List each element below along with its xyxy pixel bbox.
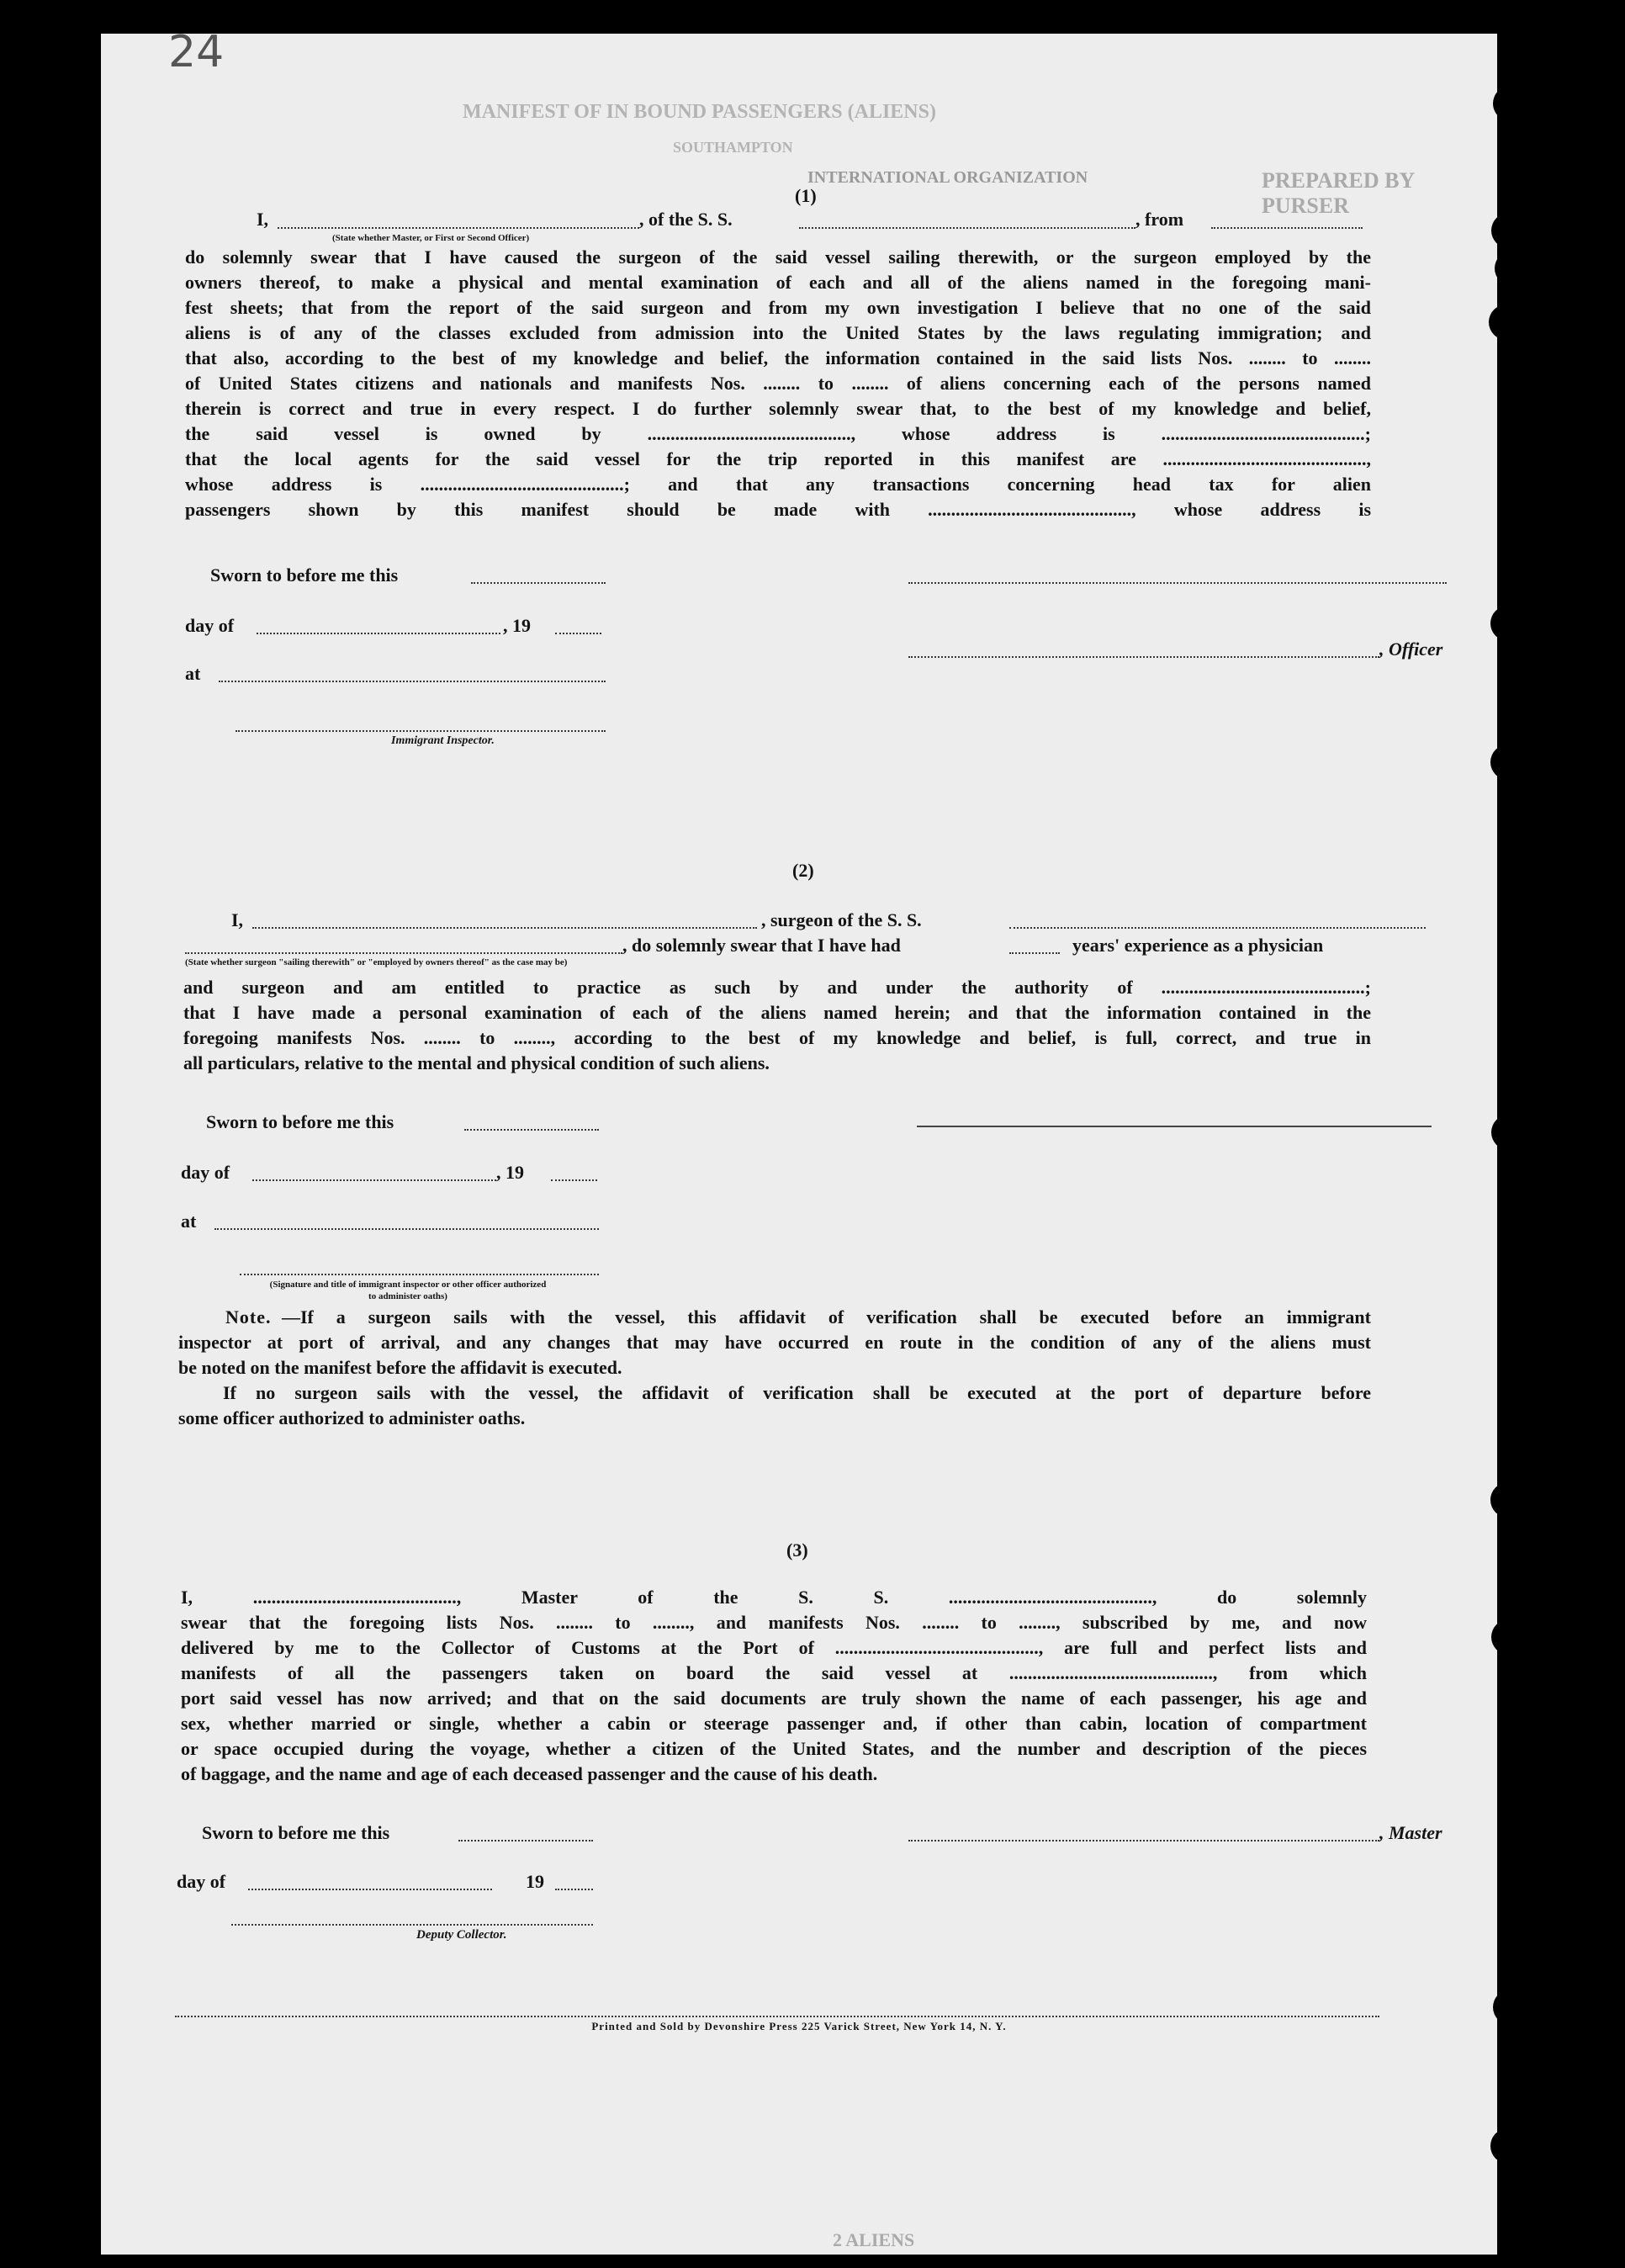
s1-officer-label: , Officer: [1379, 639, 1443, 660]
punch-hole: [1491, 1619, 1527, 1655]
punch-hole: [1493, 86, 1528, 121]
s1-oath-line-1: do solemnly swear that I have caused the surgeon of the said vessel sailing therewith, or the surgeon employed by the: [185, 246, 1371, 268]
s2-oath-line-1: and surgeon and am entitled to practice as such by and under the authority of ............................................;: [183, 977, 1371, 998]
s2-note-label: Note.: [225, 1306, 272, 1327]
s2-note-line-1: —If a surgeon sails with the vessel, this affidavit of verification shall be executed before an immigrant: [282, 1306, 1371, 1327]
s1-officer-note: (State whether Master, or First or Second Officer): [332, 233, 530, 243]
s1-i-label: I,: [257, 209, 269, 230]
s1-oath-line-9: that the local agents for the said vessel for the trip reported in this manifest are ............................................,: [185, 448, 1371, 469]
punch-hole: [1490, 1482, 1526, 1518]
s3-oath-line-1: I, ............................................, Master of the S. S. ............................................, do solemnly: [181, 1587, 1367, 1608]
s2-oath-line-2: that I have made a personal examination of each of the aliens named herein; and that the information contained in the: [183, 1002, 1371, 1023]
bleed-prepared: PREPARED BY PURSER: [1262, 168, 1415, 218]
s3-oath-line-6: sex, whether married or single, whether a cabin or steerage passenger and, if other than cabin, location of compartment: [181, 1713, 1367, 1734]
s3-deputy-label: Deputy Collector.: [416, 1928, 507, 1942]
s1-of-ss-label: , of the S. S.: [639, 209, 733, 230]
s1-oath-line-11: passengers shown by this manifest should be made with ............................................, whose address is: [185, 499, 1371, 520]
s2-note2-line-1: If no surgeon sails with the vessel, the affidavit of verification shall be executed at the port of departure before: [223, 1382, 1371, 1403]
s3-year-label: 19: [526, 1871, 544, 1892]
s2-note-line-2: inspector at port of arrival, and any changes that may have occurred en route in the condition of any of the aliens must: [178, 1332, 1371, 1353]
s3-master-label: , Master: [1379, 1822, 1442, 1843]
s1-at-label: at: [185, 663, 201, 684]
section-1-number: (1): [795, 185, 817, 206]
punch-hole: [1491, 213, 1527, 248]
s1-from-label: , from: [1135, 209, 1184, 230]
punch-hole: [1490, 2128, 1526, 2164]
s1-oath-line-8: the said vessel is owned by ............................................, whose address is ............................................;: [185, 423, 1371, 444]
section-2-number: (2): [792, 860, 814, 881]
s1-inspector-label: Immigrant Inspector.: [391, 734, 495, 747]
s1-day-of-label: day of: [185, 615, 235, 636]
s1-sworn-label: Sworn to before me this: [210, 564, 399, 586]
s2-note2-line-2: some officer authorized to administer oaths.: [178, 1407, 526, 1428]
s3-oath-line-4: manifests of all the passengers taken on board the said vessel at ............................................, from which: [181, 1662, 1367, 1683]
punch-hole: [1490, 745, 1526, 780]
s2-note-line-3: be noted on the manifest before the affidavit is executed.: [178, 1357, 622, 1378]
s1-oath-line-5: that also, according to the best of my knowledge and belief, the information contained in the said lists Nos. ........ to ........: [185, 347, 1371, 368]
bleed-port: SOUTHAMPTON: [673, 139, 793, 156]
bleed-title: MANIFEST OF IN BOUND PASSENGERS (ALIENS): [463, 101, 936, 123]
s2-swear-label: , do solemnly swear that I have had: [622, 935, 901, 956]
s2-surgeon-note: (State whether surgeon "sailing therewith" or "employed by owners thereof" as the case may be): [185, 957, 568, 967]
s2-signature-note: (Signature and title of immigrant inspector or other officer authorized to administer oaths): [269, 1280, 547, 1301]
s2-sworn-label: Sworn to before me this: [206, 1111, 394, 1132]
s2-year-label: , 19: [496, 1162, 524, 1183]
s3-day-of-label: day of: [177, 1871, 226, 1892]
punch-hole: [1495, 251, 1530, 286]
s1-oath-line-7: therein is correct and true in every respect. I do further solemnly swear that, to the best of my knowledge and belief,: [185, 398, 1371, 419]
s1-oath-line-3: fest sheets; that from the report of the said surgeon and from my own investigation I believe that no one of the said: [185, 297, 1371, 318]
s3-oath-line-8: of baggage, and the name and age of each deceased passenger and the cause of his death.: [181, 1763, 878, 1784]
s3-oath-line-7: or space occupied during the voyage, whether a citizen of the United States, and the number and description of the pieces: [181, 1738, 1367, 1759]
s2-surgeon-of-label: , surgeon of the S. S.: [761, 909, 922, 930]
s2-oath-line-4: all particulars, relative to the mental and physical condition of such aliens.: [183, 1052, 770, 1073]
s1-oath-line-6: of United States citizens and nationals and manifests Nos. ........ to ........ of aliens concerning each of the persons named: [185, 373, 1371, 394]
section-3-number: (3): [786, 1539, 808, 1561]
s1-oath-line-10: whose address is ............................................; and that any transactions concerning head tax for alien: [185, 474, 1371, 495]
s1-oath-line-4: aliens is of any of the classes excluded from admission into the United States by the laws regulating immigration; and: [185, 322, 1371, 343]
s3-oath-line-3: delivered by me to the Collector of Customs at the Port of ............................................, are full and perfect lists and: [181, 1637, 1367, 1658]
s2-i-label: I,: [231, 909, 244, 930]
s3-sworn-label: Sworn to before me this: [202, 1822, 390, 1843]
manifest-back-page: [101, 27, 1497, 2255]
s2-years-label: years' experience as a physician: [1072, 935, 1324, 956]
s1-year-label: , 19: [503, 615, 531, 636]
bleed-org: INTERNATIONAL ORGANIZATION: [807, 168, 1088, 187]
corner-handwritten-number: 24: [168, 27, 225, 77]
punch-hole: [1490, 606, 1526, 641]
punch-hole: [1489, 305, 1524, 340]
s3-oath-line-2: swear that the foregoing lists Nos. ........ to ........, and manifests Nos. ........ to ........, subscribed by me, and now: [181, 1612, 1367, 1633]
s2-at-label: at: [181, 1211, 197, 1232]
punch-hole: [1493, 1990, 1528, 2025]
bottom-bleed-mark: 2 ALIENS: [833, 2229, 915, 2250]
s2-day-of-label: day of: [181, 1162, 230, 1183]
printer-imprint: Printed and Sold by Devonshire Press 225 Varick Street, New York 14, N. Y.: [591, 2020, 1007, 2032]
s1-oath-line-2: owners thereof, to make a physical and mental examination of each and all of the aliens named in the foregoing mani-: [185, 272, 1371, 293]
punch-hole: [1491, 1115, 1527, 1150]
s2-oath-line-3: foregoing manifests Nos. ........ to ........, according to the best of my knowledge and belief, is full, correct, and true in: [183, 1027, 1371, 1048]
s3-oath-line-5: port said vessel has now arrived; and that on the said documents are truly shown the name of each passenger, his age and: [181, 1688, 1367, 1709]
